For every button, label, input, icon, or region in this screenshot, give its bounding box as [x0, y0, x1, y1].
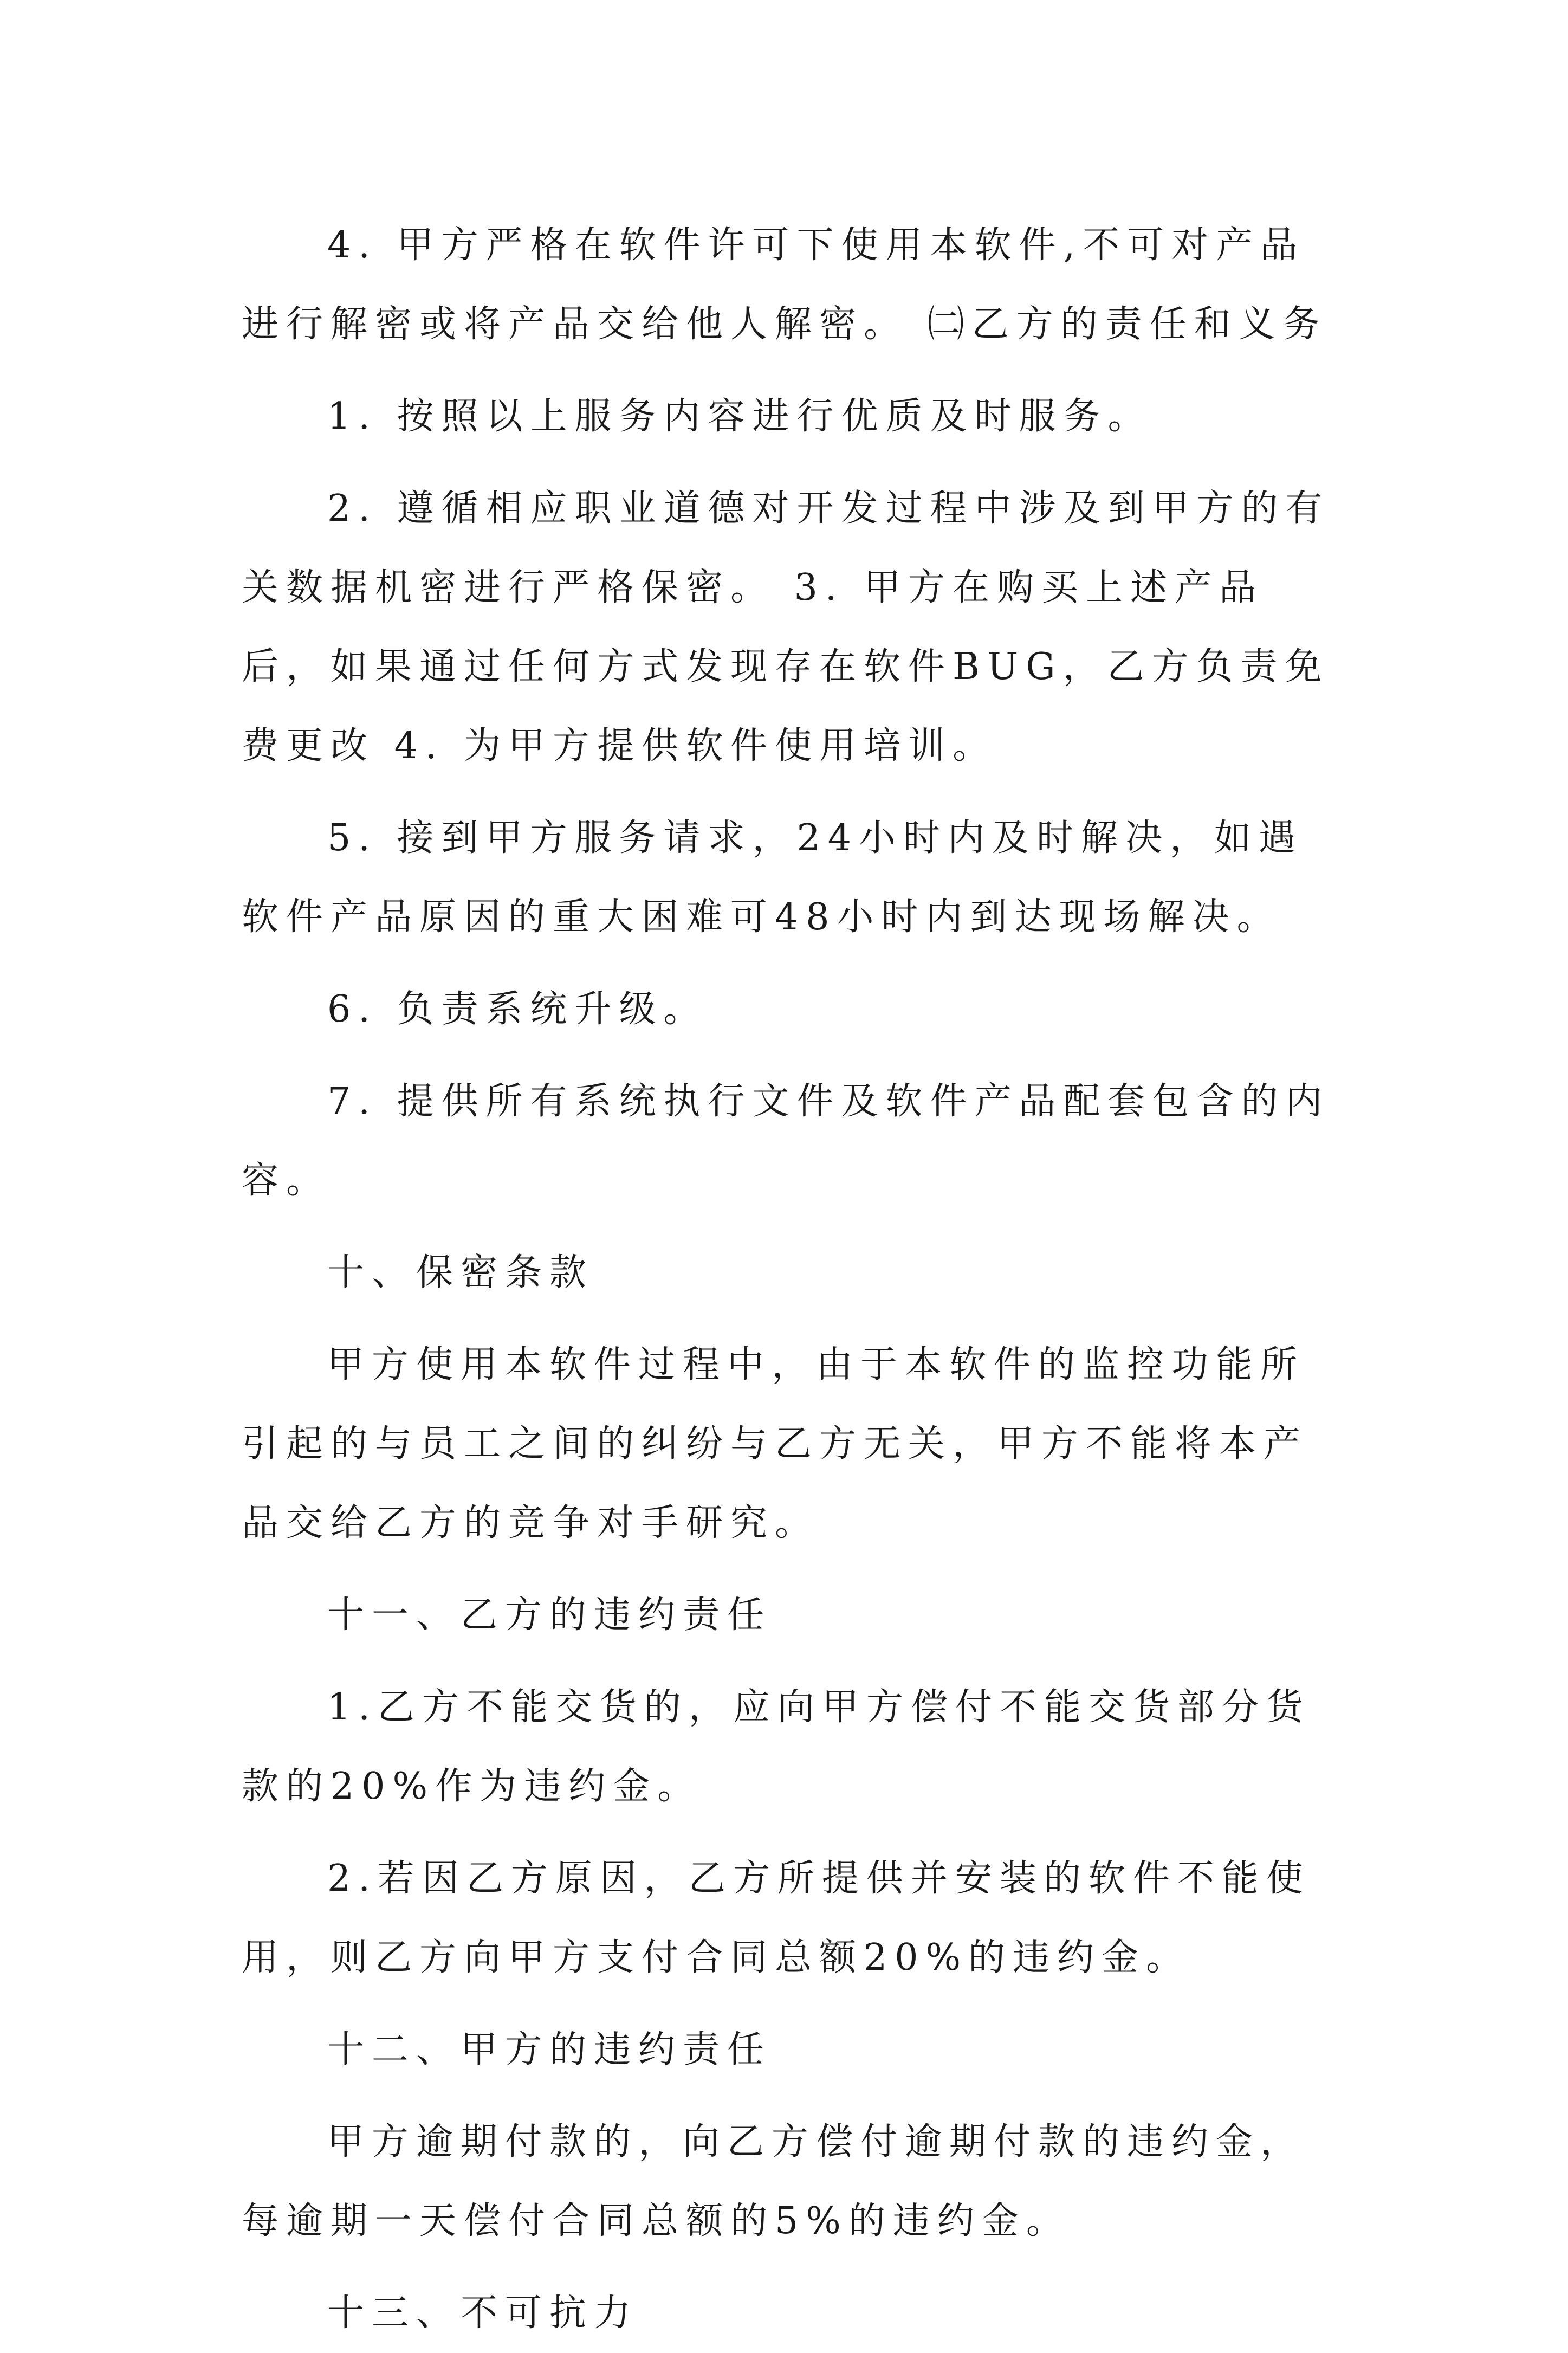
paragraph-confidentiality-clause: 甲方使用本软件过程中，由于本软件的监控功能所引起的与员工之间的纠纷与乙方无关，甲方不能将本产品交给乙方的竞争对手研究。 [242, 1343, 1308, 1544]
document-body [242, 206, 1336, 2353]
paragraph-party-b-breach-1: 1.乙方不能交货的，应向甲方偿付不能交货部分货款的20%作为违约金。 [242, 1686, 1311, 1808]
paragraph-item-4-licensing: 4. 甲方严格在软件许可下使用本软件,不可对产品进行解密或将产品交给他人解密。 ㈡乙方的责任和义务 [242, 224, 1327, 346]
paragraph-provide-files: 7. 提供所有系统执行文件及软件产品配套包含的内容。 [242, 1080, 1330, 1202]
paragraph-party-a-breach: 甲方逾期付款的，向乙方偿付逾期付款的违约金，每逾期一天偿付合同总额的5%的违约金。 [242, 2121, 1305, 2242]
section-heading-force-majeure: 十三、不可抗力 [327, 2292, 639, 2335]
section-heading-party-a-breach: 十二、甲方的违约责任 [327, 2028, 772, 2071]
paragraph-party-b-breach-2: 2.若因乙方原因，乙方所提供并安装的软件不能使用，则乙方向甲方支付合同总额20%的违约金。 [242, 1857, 1311, 1979]
paragraph-service-quality: 1. 按照以上服务内容进行优质及时服务。 [327, 395, 1152, 438]
section-heading-party-b-breach: 十一、乙方的违约责任 [327, 1594, 772, 1637]
paragraph-service-response: 5. 接到甲方服务请求，24小时内及时解决，如遇软件产品原因的重大困难可48小时内到达现场解决。 [242, 817, 1304, 939]
section-heading-confidentiality: 十、保密条款 [327, 1251, 594, 1294]
paragraph-system-upgrade: 6. 负责系统升级。 [327, 988, 708, 1031]
paragraph-confidentiality-bug-training: 2. 遵循相应职业道德对开发过程中涉及到甲方的有关数据机密进行严格保密。 3. 甲方在购买上述产品后，如果通过任何方式发现存在软件BUG，乙方负责免费更改 4. 为甲方提供软件使用培训。 [242, 487, 1330, 767]
